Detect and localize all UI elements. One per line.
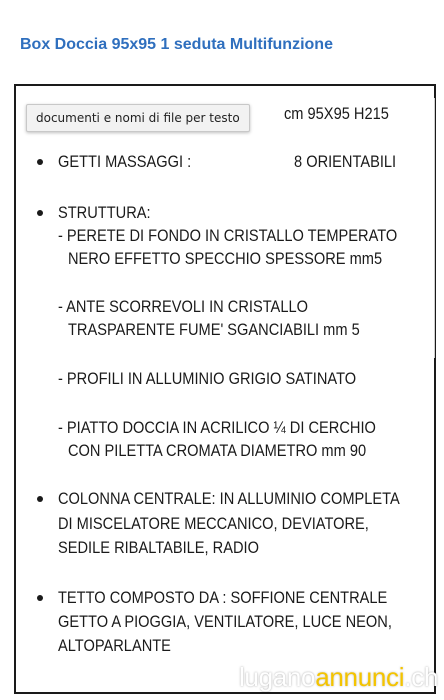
- spec-sheet-image: [14, 84, 436, 694]
- colonna-line: SEDILE RIBALTABILE, RADIO: [58, 538, 259, 557]
- struttura-line: - PROFILI IN ALLUMINIO GRIGIO SATINATO: [58, 369, 357, 388]
- tooltip: documenti e nomi di file per testo: [26, 104, 250, 132]
- tetto-line: GETTO A PIOGGIA, VENTILATORE, LUCE NEON,: [58, 612, 392, 631]
- struttura-line: - ANTE SCORREVOLI IN CRISTALLO: [58, 297, 308, 316]
- bullet-icon: [37, 159, 43, 165]
- dimensions-text: cm 95X95 H215: [284, 104, 389, 123]
- tetto-line: TETTO COMPOSTO DA : SOFFIONE CENTRALE: [58, 588, 388, 607]
- struttura-label: STRUTTURA:: [58, 203, 151, 222]
- struttura-line: NERO EFFETTO SPECCHIO SPESSORE mm5: [68, 249, 383, 268]
- top-strip: [0, 0, 444, 22]
- struttura-line: - PERETE DI FONDO IN CRISTALLO TEMPERATO: [58, 226, 398, 245]
- right-rule: [434, 98, 435, 358]
- struttura-line: - PIATTO DOCCIA IN ACRILICO ¼ DI CERCHIO: [58, 418, 376, 437]
- colonna-line: COLONNA CENTRALE: IN ALLUMINIO COMPLETA: [58, 489, 400, 508]
- getti-value: 8 ORIENTABILI: [294, 152, 397, 171]
- site-watermark: [239, 662, 438, 693]
- bullet-icon: [37, 210, 43, 216]
- bullet-icon: [37, 595, 43, 601]
- watermark-part: .ch: [404, 662, 438, 692]
- page-title: Box Doccia 95x95 1 seduta Multifunzione: [20, 36, 333, 53]
- watermark-part: lugano: [238, 662, 316, 692]
- struttura-line: TRASPARENTE FUME' SGANCIABILI mm 5: [68, 320, 360, 339]
- tetto-line: ALTOPARLANTE: [58, 636, 171, 655]
- struttura-line: CON PILETTA CROMATA DIAMETRO mm 90: [68, 441, 367, 460]
- watermark-accent: annunci: [315, 662, 405, 692]
- colonna-line: DI MISCELATORE MECCANICO, DEVIATORE,: [58, 514, 369, 533]
- getti-label: GETTI MASSAGGI :: [58, 152, 192, 171]
- bullet-icon: [37, 496, 43, 502]
